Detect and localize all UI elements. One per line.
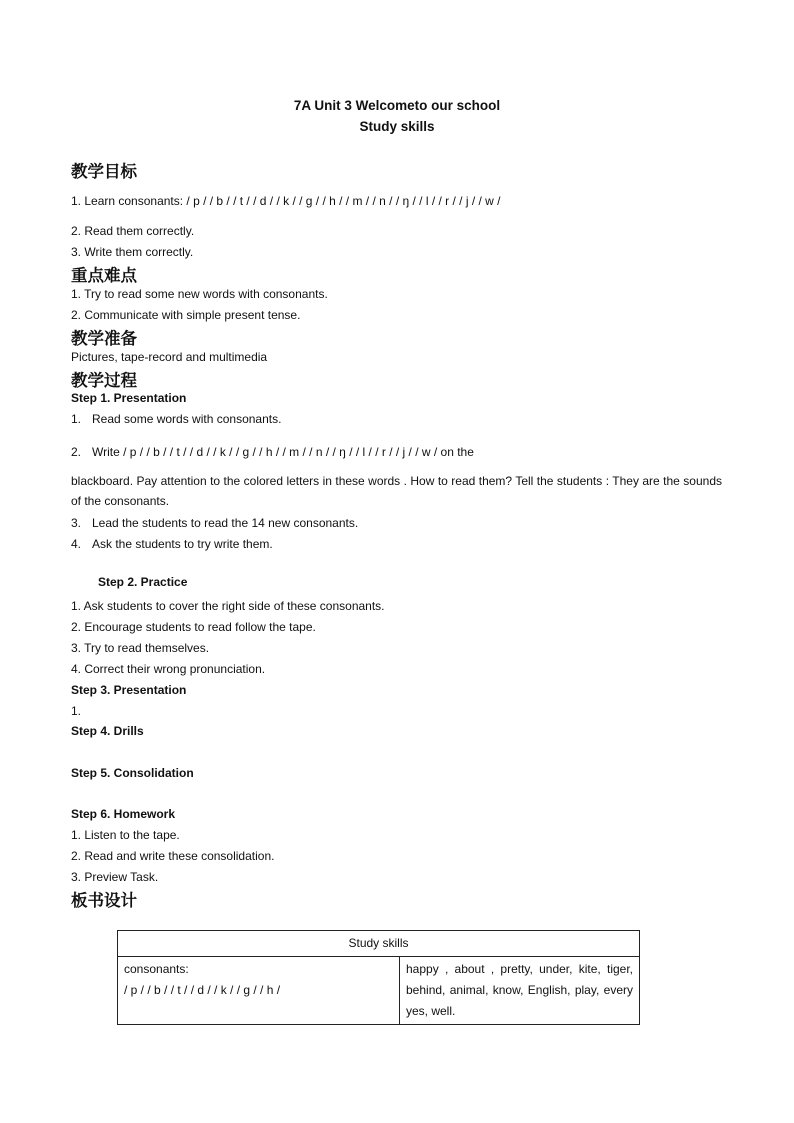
step2-title: Step 2. Practice bbox=[98, 575, 188, 589]
objective-item: 1. Learn consonants: / p / / b / / t / / d / / k / / g / / h / / m / / n / / ŋ / / l / / r / / j / / w / bbox=[71, 194, 501, 208]
step1-item bbox=[71, 515, 358, 531]
item-number: 1. bbox=[71, 412, 82, 426]
step4-title: Step 4. Drills bbox=[71, 724, 144, 738]
board-left-line: / p / / b / / t / / d / / k / / g / / h / bbox=[124, 983, 281, 997]
prep-heading: 教学准备 bbox=[71, 329, 137, 348]
board-right-cell: happy , about , pretty, under, kite, tiger, behind, animal, know, English, play, every yes, well. bbox=[400, 957, 640, 1025]
document-subtitle: Study skills bbox=[359, 119, 435, 134]
board-heading: 板书设计 bbox=[71, 891, 137, 910]
objectives-heading: 教学目标 bbox=[71, 162, 137, 181]
step2-item: 3. Try to read themselves. bbox=[71, 641, 210, 655]
item-text: Read some words with consonants. bbox=[92, 412, 282, 426]
board-left-cell bbox=[118, 957, 400, 1025]
board-design-table bbox=[117, 930, 640, 1025]
keypoint-item: 1. Try to read some new words with consonants. bbox=[71, 287, 328, 301]
board-header-cell: Study skills bbox=[118, 931, 640, 957]
objective-item: 3. Write them correctly. bbox=[71, 245, 194, 259]
step1-title: Step 1. Presentation bbox=[71, 391, 187, 405]
item-text: Write / p / / b / / t / / d / / k / / g / / h / / m / / n / / ŋ / / l / / r / / j / / w / on the bbox=[92, 445, 474, 459]
step1-item bbox=[71, 444, 474, 460]
step6-item: 2. Read and write these consolidation. bbox=[71, 849, 275, 863]
document-title: 7A Unit 3 Welcometo our school bbox=[293, 98, 501, 113]
item-number: 2. bbox=[71, 445, 82, 459]
keypoint-item: 2. Communicate with simple present tense. bbox=[71, 308, 301, 322]
board-left-line: consonants: bbox=[124, 962, 189, 976]
process-heading: 教学过程 bbox=[71, 371, 137, 390]
objective-item: 2. Read them correctly. bbox=[71, 224, 195, 238]
step6-item: 3. Preview Task. bbox=[71, 870, 159, 884]
step5-title: Step 5. Consolidation bbox=[71, 766, 194, 780]
step6-item: 1. Listen to the tape. bbox=[71, 828, 180, 842]
step2-item: 1. Ask students to cover the right side of these consonants. bbox=[71, 599, 385, 613]
item-number: 4. bbox=[71, 537, 82, 551]
step2-item: 4. Correct their wrong pronunciation. bbox=[71, 662, 266, 676]
table-row bbox=[118, 957, 640, 1025]
prep-text: Pictures, tape-record and multimedia bbox=[71, 350, 268, 364]
table-row bbox=[118, 931, 640, 957]
step2-item: 2. Encourage students to read follow the tape. bbox=[71, 620, 316, 634]
keypoints-heading: 重点难点 bbox=[71, 266, 137, 285]
step3-item: 1. bbox=[71, 704, 82, 718]
step1-item-continuation: blackboard. Pay attention to the colored letters in these words . How to read them? Tell the students : They are the sounds of the consonants. bbox=[71, 474, 722, 508]
step1-item bbox=[71, 536, 273, 552]
step3-title: Step 3. Presentation bbox=[71, 683, 187, 697]
item-text: Ask the students to try write them. bbox=[92, 537, 273, 551]
item-number: 3. bbox=[71, 516, 82, 530]
step6-title: Step 6. Homework bbox=[71, 807, 176, 821]
item-text: Lead the students to read the 14 new consonants. bbox=[92, 516, 359, 530]
step1-item bbox=[71, 411, 281, 427]
